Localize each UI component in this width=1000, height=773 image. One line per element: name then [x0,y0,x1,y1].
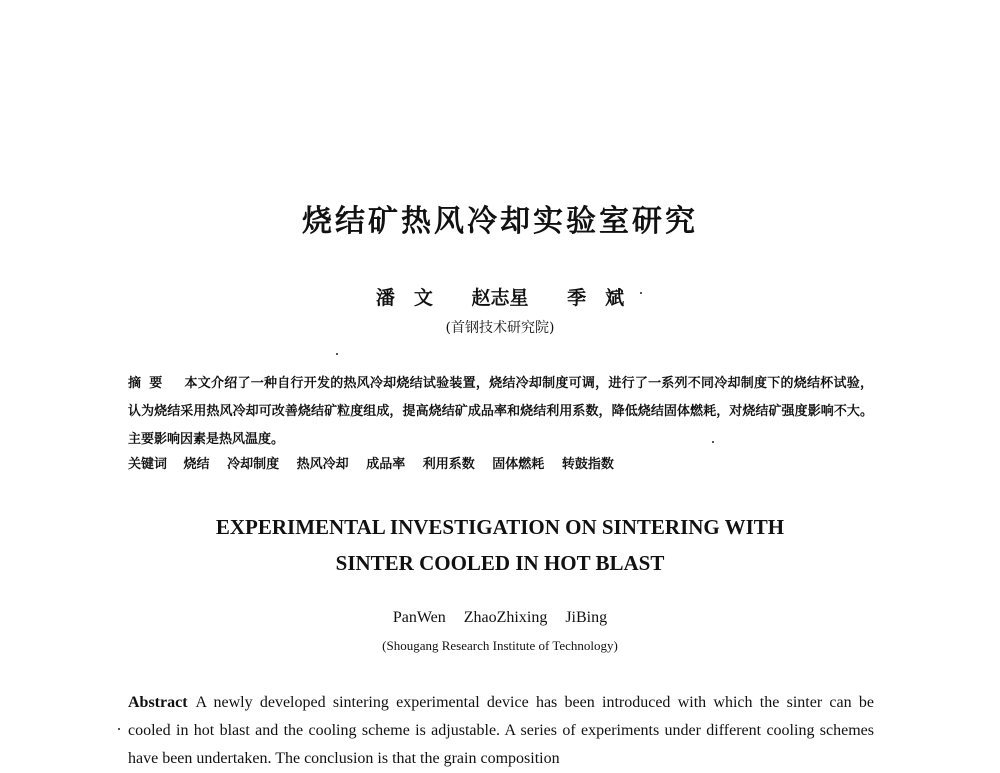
keyword: 烧结 [183,457,210,472]
english-affiliation: (Shougang Research Institute of Technology) [382,638,618,653]
english-title-line: EXPERIMENTAL INVESTIGATION ON SINTERING WITH [215,515,785,539]
english-abstract [128,689,874,773]
chinese-abstract-text: 本文介绍了一种自行开发的热风冷却烧结试验装置，烧结冷却制度可调，进行了一系列不同冷却制度下的烧结杯试验，认为烧结采用热风冷却可改善烧结矿粒度组成，提高烧结矿成品率和烧结利用系数，降低烧结固体燃耗，对烧结矿强度影响不大。主要影响因素是热风温度。 [128,376,873,447]
chinese-abstract [128,370,873,454]
chinese-author: 季 斌 [567,287,625,309]
english-authors [0,609,1000,627]
chinese-author: 潘 文 [375,287,433,309]
chinese-affiliation: (首钢技术研究院) [445,320,555,336]
english-abstract-text: A newly developed sintering experimental device has been introduced with which the sinter can be cooled in hot blast and the cooling scheme is adjustable. A series of experiments under different cooling schemes have been undertaken. The conclusion is that the grain composition [128,694,874,767]
english-author: PanWen [392,609,446,626]
keyword: 转鼓指数 [561,457,614,472]
scan-speck [640,292,642,294]
scan-speck [712,441,714,443]
english-abstract-label: Abstract [128,694,188,711]
english-author: ZhaoZhixing [463,609,548,626]
english-title [0,509,1000,581]
keyword: 冷却制度 [227,457,280,472]
chinese-author: 赵志星 [471,287,529,309]
keyword: 利用系数 [422,457,475,472]
scan-speck [118,728,120,730]
chinese-authors [0,283,1000,310]
chinese-keywords-label: 关键词 [128,457,168,472]
english-author: JiBing [565,609,608,626]
chinese-title: 烧结矿热风冷却实验室研究 [302,204,698,239]
scan-speck [336,353,338,355]
keyword: 热风冷却 [296,457,349,472]
chinese-keywords [128,453,873,472]
chinese-abstract-label: 摘要 [128,376,171,391]
keyword: 固体燃耗 [492,457,545,472]
english-title-line: SINTER COOLED IN HOT BLAST [335,551,665,575]
keyword: 成品率 [366,457,406,472]
